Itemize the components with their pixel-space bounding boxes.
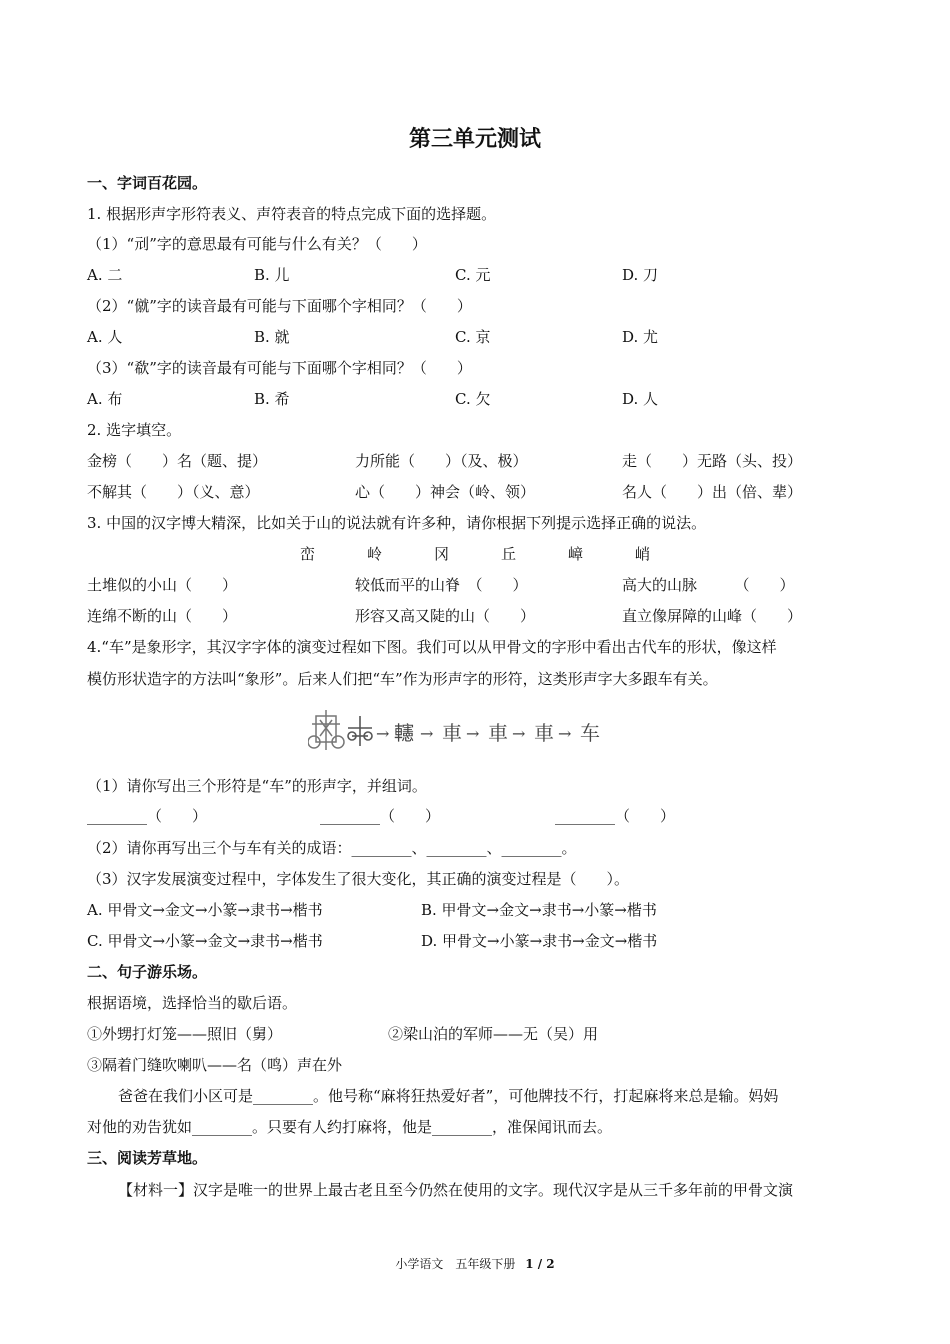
option: B. 就	[254, 328, 290, 346]
option: D. 尤	[622, 328, 659, 346]
option: A. 二	[87, 266, 123, 284]
paragraph: 【材料一】汉字是唯一的世界上最古老且至今仍然在使用的文字。现代汉字是从三千多年前的甲骨文演	[118, 1181, 794, 1199]
arrow-icon: →	[466, 724, 480, 743]
sub-question: （2）“僦”字的读音最有可能与下面哪个字相同？（ ）	[87, 297, 472, 315]
option: A. 布	[87, 390, 123, 408]
sub-question: （3）汉字发展演变过程中，字体发生了很大变化，其正确的演变过程是（ ）。	[87, 870, 630, 888]
idiom-item: ③隔着门缝吹喇叭——名（鸣）声在外	[87, 1056, 343, 1074]
option: B. 甲骨文→金文→隶书→小篆→楷书	[421, 901, 657, 919]
answer-blank[interactable]: ________（ ）	[320, 807, 441, 825]
idiom-item: ①外甥打灯笼——照旧（舅）	[87, 1025, 283, 1043]
arrow-icon: →	[420, 724, 434, 743]
sub-question: （1）“刓”字的意思最有可能与什么有关？（ ）	[87, 235, 427, 253]
option: D. 刀	[622, 266, 659, 284]
evolution-char: 车	[580, 721, 600, 745]
chariot-pictograph-icon	[308, 710, 344, 750]
option: D. 人	[622, 390, 659, 408]
fill-item: 连绵不断的山（ ）	[87, 607, 238, 625]
char-option: 峭	[635, 545, 651, 563]
option: C. 京	[455, 328, 491, 346]
fill-item: 形容又高又陡的山（ ）	[355, 607, 536, 625]
char-option: 嶂	[568, 545, 584, 563]
option: A. 甲骨文→金文→小篆→隶书→楷书	[87, 901, 323, 919]
fill-item: 土堆似的小山（ ）	[87, 576, 238, 594]
evolution-char: 車	[488, 721, 508, 745]
paragraph: 爸爸在我们小区可是________。他号称“麻将狂热爱好者”，可他牌技不行，打起麻将来总是输。妈妈	[118, 1087, 779, 1105]
section-heading: 二、句子游乐场。	[87, 963, 208, 981]
option: B. 儿	[254, 266, 290, 284]
evolution-char: 車	[534, 721, 554, 745]
option: C. 甲骨文→小篆→金文→隶书→楷书	[87, 932, 323, 950]
question-stem: 3. 中国的汉字博大精深，比如关于山的说法就有许多种，请你根据下列提示选择正确的说法。	[87, 514, 707, 532]
footer-subject: 小学语文 五年级下册	[395, 1257, 516, 1271]
answer-blank[interactable]: ________（ ）	[555, 807, 676, 825]
option: B. 希	[254, 390, 290, 408]
instruction: 根据语境，选择恰当的歇后语。	[87, 994, 298, 1012]
fill-item: 力所能（ ）（及、极）	[355, 452, 528, 470]
fill-item: 直立像屏障的山峰（ ）	[622, 607, 803, 625]
bronze-chariot-icon	[348, 716, 372, 746]
fill-item: 不解其（ ）（义、意）	[87, 483, 260, 501]
arrow-icon: →	[558, 724, 572, 743]
char-option: 丘	[501, 545, 517, 563]
char-option: 峦	[300, 545, 316, 563]
sub-question: （1）请你写出三个形符是“车”的形声字，并组词。	[87, 777, 427, 795]
char-option: 冈	[434, 545, 450, 563]
page-number: 1 / 2	[525, 1257, 555, 1271]
option: A. 人	[87, 328, 123, 346]
question-stem: 模仿形状造字的方法叫“象形”。后来人们把“车”作为形声字的形符，这类形声字大多跟车有关。	[87, 670, 718, 688]
arrow-icon: →	[512, 724, 526, 743]
sub-question: （2）请你再写出三个与车有关的成语：________、________、________。	[87, 839, 577, 857]
page-footer	[0, 1255, 950, 1272]
char-option: 岭	[367, 545, 383, 563]
idiom-item: ②梁山泊的军师——无（吴）用	[388, 1025, 599, 1043]
character-evolution-figure	[308, 706, 653, 756]
sub-question: （3）“欷”字的读音最有可能与下面哪个字相同？（ ）	[87, 359, 472, 377]
option: C. 欠	[455, 390, 491, 408]
fill-item: 高大的山脉 （ ）	[622, 576, 795, 594]
question-stem: 1. 根据形声字形符表义、声符表音的特点完成下面的选择题。	[87, 205, 497, 223]
option: C. 元	[455, 266, 491, 284]
option: D. 甲骨文→小篆→隶书→金文→楷书	[421, 932, 658, 950]
evolution-char: 車	[442, 721, 462, 745]
arrow-icon: →	[376, 724, 390, 743]
fill-item: 走（ ）无路（头、投）	[622, 452, 803, 470]
paragraph: 对他的劝告犹如________。只要有人约打麻将，他是________，准保闻讯而去。	[87, 1118, 613, 1136]
fill-item: 较低而平的山脊 （ ）	[355, 576, 528, 594]
section-heading: 三、阅读芳草地。	[87, 1149, 208, 1167]
fill-item: 金榜（ ）名（题、提）	[87, 452, 268, 470]
question-stem: 4.“车”是象形字，其汉字字体的演变过程如下图。我们可以从甲骨文的字形中看出古代车的形状，像这样	[87, 638, 777, 656]
section-heading: 一、字词百花园。	[87, 174, 208, 192]
page-title: 第三单元测试	[408, 126, 541, 152]
fill-item: 名人（ ）出（倍、辈）	[622, 483, 803, 501]
answer-blank[interactable]: ________（ ）	[87, 807, 208, 825]
question-stem: 2. 选字填空。	[87, 421, 182, 439]
fill-item: 心（ ）神会（岭、领）	[355, 483, 536, 501]
evolution-char: 𨏥	[394, 721, 414, 745]
